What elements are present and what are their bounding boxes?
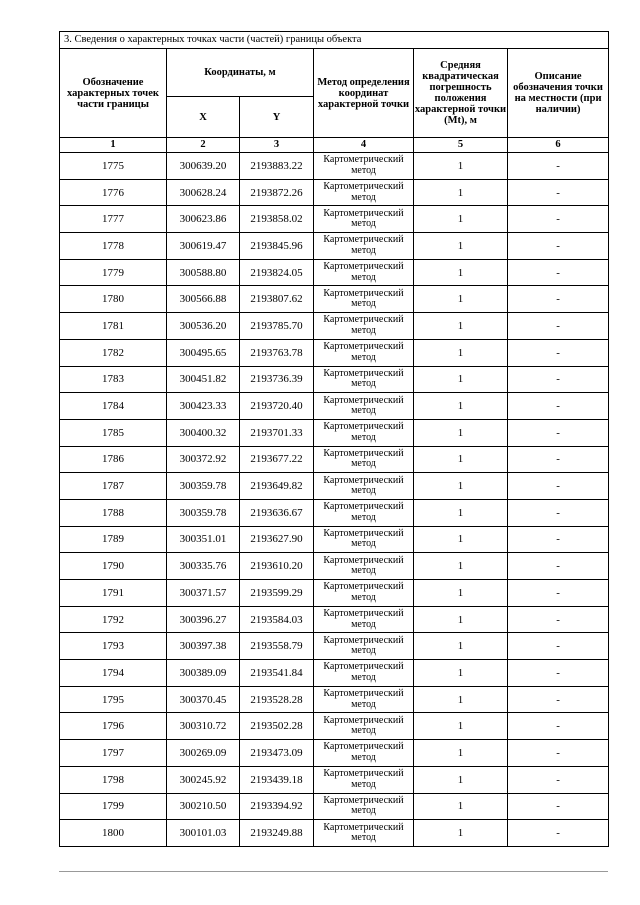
document-sheet [59,31,608,847]
y-coordinate-cell: 2193558.79 [240,633,314,660]
method-cell [314,766,414,793]
error-cell: 1 [414,419,508,446]
point-id-cell: 1782 [60,339,167,366]
method-cell [314,393,414,420]
method-cell [314,499,414,526]
x-coordinate-cell: 300389.09 [167,660,240,687]
boundary-points-table [59,31,609,847]
table-row [60,233,609,260]
x-coordinate-cell: 300370.45 [167,686,240,713]
point-id-cell: 1788 [60,499,167,526]
point-id-cell: 1800 [60,820,167,847]
method-text: Картометрический метод [323,341,404,363]
description-cell: - [508,793,609,820]
method-text: Картометрический метод [323,554,404,577]
point-id-cell: 1785 [60,419,167,446]
description-cell: - [508,233,609,260]
x-coordinate-cell: 300351.01 [167,526,240,553]
table-row [60,820,609,847]
method-text: Картометрический метод [323,421,404,443]
table-row [60,606,609,633]
y-coordinate-cell: 2193636.67 [240,499,314,526]
method-cell [314,339,414,366]
method-text: Картометрический метод [323,714,404,737]
method-cell [314,259,414,286]
method-cell [314,820,414,847]
point-id-cell: 1799 [60,793,167,820]
y-coordinate-cell: 2193677.22 [240,446,314,473]
y-coordinate-cell: 2193584.03 [240,606,314,633]
description-cell: - [508,206,609,233]
error-cell: 1 [414,366,508,393]
description-cell: - [508,766,609,793]
method-cell [314,473,414,500]
table-row [60,499,609,526]
table-row [60,526,609,553]
header-row-top [60,49,609,97]
method-cell [314,526,414,553]
x-coordinate-cell: 300495.65 [167,339,240,366]
point-id-cell: 1796 [60,713,167,740]
description-cell: - [508,473,609,500]
description-cell: - [508,633,609,660]
description-cell: - [508,553,609,580]
description-cell: - [508,419,609,446]
method-text: Картометрический метод [323,527,404,550]
y-coordinate-cell: 2193541.84 [240,660,314,687]
method-text: Картометрический метод [323,287,404,310]
point-id-cell: 1786 [60,446,167,473]
header-designation: Обозначение характерных точек части границы [60,49,167,138]
y-coordinate-cell: 2193807.62 [240,286,314,313]
table-row [60,766,609,793]
table-row [60,633,609,660]
x-coordinate-cell: 300101.03 [167,820,240,847]
point-id-cell: 1790 [60,553,167,580]
header-x: X [167,97,240,138]
error-cell: 1 [414,393,508,420]
point-id-cell: 1775 [60,153,167,180]
error-cell: 1 [414,660,508,687]
table-row [60,153,609,180]
description-cell: - [508,820,609,847]
description-cell: - [508,339,609,366]
description-cell: - [508,153,609,180]
method-cell [314,446,414,473]
table-row [60,793,609,820]
description-cell: - [508,606,609,633]
table-row [60,179,609,206]
error-cell: 1 [414,233,508,260]
point-id-cell: 1780 [60,286,167,313]
table-row [60,313,609,340]
error-cell: 1 [414,740,508,767]
point-id-cell: 1789 [60,526,167,553]
description-cell: - [508,660,609,687]
footer-divider [59,871,608,872]
header-method: Метод определения координат характерной точки [314,49,414,138]
x-coordinate-cell: 300335.76 [167,553,240,580]
x-coordinate-cell: 300451.82 [167,366,240,393]
x-coordinate-cell: 300396.27 [167,606,240,633]
point-id-cell: 1793 [60,633,167,660]
description-cell: - [508,446,609,473]
method-text: Картометрический метод [323,688,404,710]
y-coordinate-cell: 2193627.90 [240,526,314,553]
description-cell: - [508,580,609,607]
x-coordinate-cell: 300310.72 [167,713,240,740]
method-text: Картометрический метод [323,741,404,763]
error-cell: 1 [414,259,508,286]
method-text: Картометрический метод [323,634,404,657]
y-coordinate-cell: 2193845.96 [240,233,314,260]
error-cell: 1 [414,339,508,366]
y-coordinate-cell: 2193701.33 [240,419,314,446]
method-cell [314,633,414,660]
y-coordinate-cell: 2193394.92 [240,793,314,820]
method-text: Картометрический метод [323,821,404,844]
x-coordinate-cell: 300623.86 [167,206,240,233]
method-text: Картометрический метод [323,661,404,683]
error-cell: 1 [414,793,508,820]
description-cell: - [508,686,609,713]
method-text: Картометрический метод [323,154,404,176]
y-coordinate-cell: 2193720.40 [240,393,314,420]
y-coordinate-cell: 2193502.28 [240,713,314,740]
table-row [60,713,609,740]
method-cell [314,793,414,820]
x-coordinate-cell: 300372.92 [167,446,240,473]
y-coordinate-cell: 2193439.18 [240,766,314,793]
x-coordinate-cell: 300359.78 [167,499,240,526]
y-coordinate-cell: 2193824.05 [240,259,314,286]
y-coordinate-cell: 2193785.70 [240,313,314,340]
error-cell: 1 [414,286,508,313]
table-row [60,740,609,767]
method-cell [314,606,414,633]
column-number: 4 [314,138,414,153]
column-number: 6 [508,138,609,153]
header-coordinates: Координаты, м [167,49,314,97]
x-coordinate-cell: 300566.88 [167,286,240,313]
description-cell: - [508,740,609,767]
column-number: 2 [167,138,240,153]
table-row [60,206,609,233]
method-cell [314,713,414,740]
table-row [60,259,609,286]
point-id-cell: 1795 [60,686,167,713]
point-id-cell: 1781 [60,313,167,340]
header-description: Описание обозначения точки на местности (при наличии) [508,49,609,138]
error-cell: 1 [414,473,508,500]
header-y: Y [240,97,314,138]
description-cell: - [508,313,609,340]
error-cell: 1 [414,606,508,633]
y-coordinate-cell: 2193872.26 [240,179,314,206]
method-text: Картометрический метод [323,447,404,470]
method-cell [314,366,414,393]
method-cell [314,553,414,580]
table-row [60,686,609,713]
description-cell: - [508,259,609,286]
header-error: Средняя квадратическая погрешность положения характерной точки (Mt), м [414,49,508,138]
x-coordinate-cell: 300628.24 [167,179,240,206]
error-cell: 1 [414,633,508,660]
method-cell [314,660,414,687]
y-coordinate-cell: 2193599.29 [240,580,314,607]
point-id-cell: 1776 [60,179,167,206]
x-coordinate-cell: 300397.38 [167,633,240,660]
error-cell: 1 [414,153,508,180]
error-cell: 1 [414,313,508,340]
description-cell: - [508,499,609,526]
point-id-cell: 1779 [60,259,167,286]
y-coordinate-cell: 2193473.09 [240,740,314,767]
y-coordinate-cell: 2193736.39 [240,366,314,393]
table-row [60,393,609,420]
error-cell: 1 [414,713,508,740]
point-id-cell: 1791 [60,580,167,607]
error-cell: 1 [414,766,508,793]
y-coordinate-cell: 2193858.02 [240,206,314,233]
table-row [60,286,609,313]
column-number: 3 [240,138,314,153]
x-coordinate-cell: 300588.80 [167,259,240,286]
x-coordinate-cell: 300245.92 [167,766,240,793]
description-cell: - [508,366,609,393]
method-text: Картометрический метод [323,207,404,230]
description-cell: - [508,713,609,740]
method-text: Картометрический метод [323,261,404,283]
error-cell: 1 [414,179,508,206]
column-number: 1 [60,138,167,153]
point-id-cell: 1787 [60,473,167,500]
point-id-cell: 1798 [60,766,167,793]
method-cell [314,286,414,313]
method-cell [314,153,414,180]
table-row [60,446,609,473]
error-cell: 1 [414,446,508,473]
point-id-cell: 1777 [60,206,167,233]
x-coordinate-cell: 300639.20 [167,153,240,180]
x-coordinate-cell: 300371.57 [167,580,240,607]
y-coordinate-cell: 2193528.28 [240,686,314,713]
y-coordinate-cell: 2193249.88 [240,820,314,847]
point-id-cell: 1797 [60,740,167,767]
table-row [60,339,609,366]
table-row [60,553,609,580]
table-row [60,660,609,687]
method-cell [314,419,414,446]
x-coordinate-cell: 300269.09 [167,740,240,767]
method-text: Картометрический метод [323,794,404,817]
method-cell [314,580,414,607]
method-cell [314,686,414,713]
x-coordinate-cell: 300400.32 [167,419,240,446]
description-cell: - [508,393,609,420]
error-cell: 1 [414,580,508,607]
description-cell: - [508,179,609,206]
point-id-cell: 1783 [60,366,167,393]
method-cell [314,740,414,767]
column-number-row [60,138,609,153]
y-coordinate-cell: 2193883.22 [240,153,314,180]
section-title-row [60,32,609,49]
y-coordinate-cell: 2193649.82 [240,473,314,500]
point-id-cell: 1778 [60,233,167,260]
error-cell: 1 [414,686,508,713]
table-row [60,473,609,500]
table-row [60,419,609,446]
method-cell [314,313,414,340]
x-coordinate-cell: 300536.20 [167,313,240,340]
method-text: Картометрический метод [323,234,404,256]
description-cell: - [508,286,609,313]
method-cell [314,179,414,206]
method-text: Картометрический метод [323,181,404,203]
section-title: 3. Сведения о характерных точках части (частей) границы объекта [60,32,609,49]
x-coordinate-cell: 300619.47 [167,233,240,260]
point-id-cell: 1794 [60,660,167,687]
y-coordinate-cell: 2193763.78 [240,339,314,366]
column-number: 5 [414,138,508,153]
error-cell: 1 [414,820,508,847]
x-coordinate-cell: 300423.33 [167,393,240,420]
method-text: Картометрический метод [323,394,404,417]
error-cell: 1 [414,526,508,553]
method-text: Картометрический метод [323,314,404,336]
table-row [60,580,609,607]
method-text: Картометрический метод [323,367,404,390]
method-text: Картометрический метод [323,501,404,523]
x-coordinate-cell: 300359.78 [167,473,240,500]
method-cell [314,206,414,233]
point-id-cell: 1784 [60,393,167,420]
table-body [60,32,609,847]
description-cell: - [508,526,609,553]
table-row [60,366,609,393]
error-cell: 1 [414,206,508,233]
point-id-cell: 1792 [60,606,167,633]
method-text: Картометрический метод [323,474,404,497]
method-text: Картометрический метод [323,581,404,603]
error-cell: 1 [414,553,508,580]
y-coordinate-cell: 2193610.20 [240,553,314,580]
method-cell [314,233,414,260]
x-coordinate-cell: 300210.50 [167,793,240,820]
method-text: Картометрический метод [323,768,404,790]
method-text: Картометрический метод [323,608,404,630]
error-cell: 1 [414,499,508,526]
